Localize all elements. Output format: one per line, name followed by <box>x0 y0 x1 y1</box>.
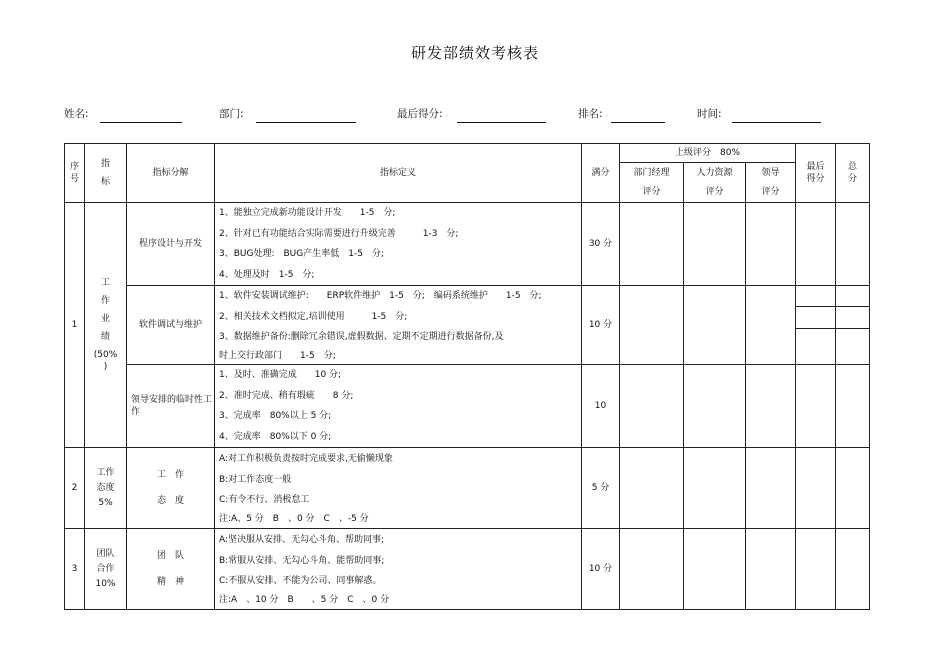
score-cell-split[interactable] <box>796 286 836 365</box>
section-3-indicator: 团队 合作 10% <box>85 529 127 610</box>
name-label: 姓名: <box>64 108 89 120</box>
time-field-line[interactable] <box>732 122 821 123</box>
score-cell[interactable] <box>684 529 746 610</box>
score-cell[interactable] <box>684 448 746 529</box>
time-label: 时间: <box>697 108 722 120</box>
score-cell-split[interactable] <box>836 286 870 365</box>
score-cell[interactable] <box>684 365 746 448</box>
breakdown-header: 指标分解 <box>127 144 215 203</box>
item-program-design-full: 30 分 <box>582 203 620 286</box>
score-cell[interactable] <box>796 529 836 610</box>
rank-label: 排名: <box>578 108 603 120</box>
score-cell[interactable] <box>746 203 796 286</box>
info-row <box>0 106 950 126</box>
rank-field-line[interactable] <box>611 122 665 123</box>
final-score-field-line[interactable] <box>457 122 546 123</box>
full-score-header: 满分 <box>582 144 620 203</box>
section-2-seq: 2 <box>65 448 85 529</box>
item-temp-work-full: 10 <box>582 365 620 448</box>
score-cell[interactable] <box>620 203 684 286</box>
score-cell[interactable] <box>746 529 796 610</box>
section-1-seq: 1 <box>65 203 85 448</box>
score-cell[interactable] <box>746 286 796 365</box>
hr-score-header: 人力资源 评分 <box>684 163 746 203</box>
total-score-header: 总 分 <box>836 144 870 203</box>
item-software-debug-defs: 1、软件安装调试维护: ERP软件维护 1-5 分; 编码系统维护 1-5 分; 2、相关技术文档拟定,培训使用 1-5 分; 3、数据维护备份:删除冗余错误,虚假数据、定期不定期进行数据备份,及 时上交行政部门 1-5 分; <box>215 286 582 365</box>
dept-field-line[interactable] <box>256 122 356 123</box>
seq-header: 序 号 <box>65 144 85 203</box>
indicator-header: 指 标 <box>85 144 127 203</box>
score-cell[interactable] <box>796 203 836 286</box>
page-title: 研发部绩效考核表 <box>410 44 539 62</box>
definition-header: 指标定义 <box>215 144 582 203</box>
section-1-indicator: 工 作 业 绩 (50% ) <box>85 203 127 448</box>
score-cell[interactable] <box>684 203 746 286</box>
item-software-debug-full: 10 分 <box>582 286 620 365</box>
score-cell[interactable] <box>836 203 870 286</box>
item-work-attitude: 工 作 态 度 <box>127 448 215 529</box>
item-work-attitude-full: 5 分 <box>582 448 620 529</box>
score-cell[interactable] <box>620 529 684 610</box>
dept-label: 部门: <box>219 108 244 120</box>
item-program-design: 程序设计与开发 <box>127 203 215 286</box>
score-cell[interactable] <box>746 365 796 448</box>
score-cell[interactable] <box>620 286 684 365</box>
lead-score-header: 领导 评分 <box>746 163 796 203</box>
item-team-spirit: 团 队 精 神 <box>127 529 215 610</box>
score-cell[interactable] <box>836 529 870 610</box>
final-score-header: 最后 得分 <box>796 144 836 203</box>
score-cell[interactable] <box>620 365 684 448</box>
superior-score-header: 上级评分 80% <box>620 144 796 163</box>
item-team-spirit-full: 10 分 <box>582 529 620 610</box>
score-cell[interactable] <box>620 448 684 529</box>
item-program-design-defs: 1、能独立完成新功能设计开发 1-5 分; 2、针对已有功能结合实际需要进行升级完善 1-3 分; 3、BUG处理: BUG产生率低 1-5 分; 4、处理及时 1-5 分; <box>215 203 582 286</box>
score-cell[interactable] <box>684 286 746 365</box>
item-work-attitude-defs: A:对工作积极负责按时完成要求,无偷懒现象 B:对工作态度一般 C:有令不行、消极怠工 注:A、5 分 B 、0 分 C 、-5 分 <box>215 448 582 529</box>
score-cell[interactable] <box>796 448 836 529</box>
section-3-seq: 3 <box>65 529 85 610</box>
mgr-score-header: 部门经理 评分 <box>620 163 684 203</box>
item-temp-work: 领导安排的临时性工作 <box>127 365 215 448</box>
score-cell[interactable] <box>836 365 870 448</box>
section-2-indicator: 工作 态度 5% <box>85 448 127 529</box>
item-team-spirit-defs: A:坚决服从安排、无勾心斗角、帮助同事; B:常服从安排、无勾心斗角、能帮助同事; C:不服从安排、不能为公司、同事解惑。 注:A 、10 分 B 、5 分 C 、0 分 <box>215 529 582 610</box>
item-temp-work-defs: 1、及时、准确完成 10 分; 2、准时完成、稍有瑕疵 8 分; 3、完成率 80%以上 5 分; 4、完成率 80%以下 0 分; <box>215 365 582 448</box>
score-cell[interactable] <box>746 448 796 529</box>
score-cell[interactable] <box>796 365 836 448</box>
appraisal-table <box>64 143 870 610</box>
name-field-line[interactable] <box>100 122 182 123</box>
item-software-debug: 软件调试与维护 <box>127 286 215 365</box>
score-cell[interactable] <box>836 448 870 529</box>
final-score-label: 最后得分: <box>397 108 443 120</box>
